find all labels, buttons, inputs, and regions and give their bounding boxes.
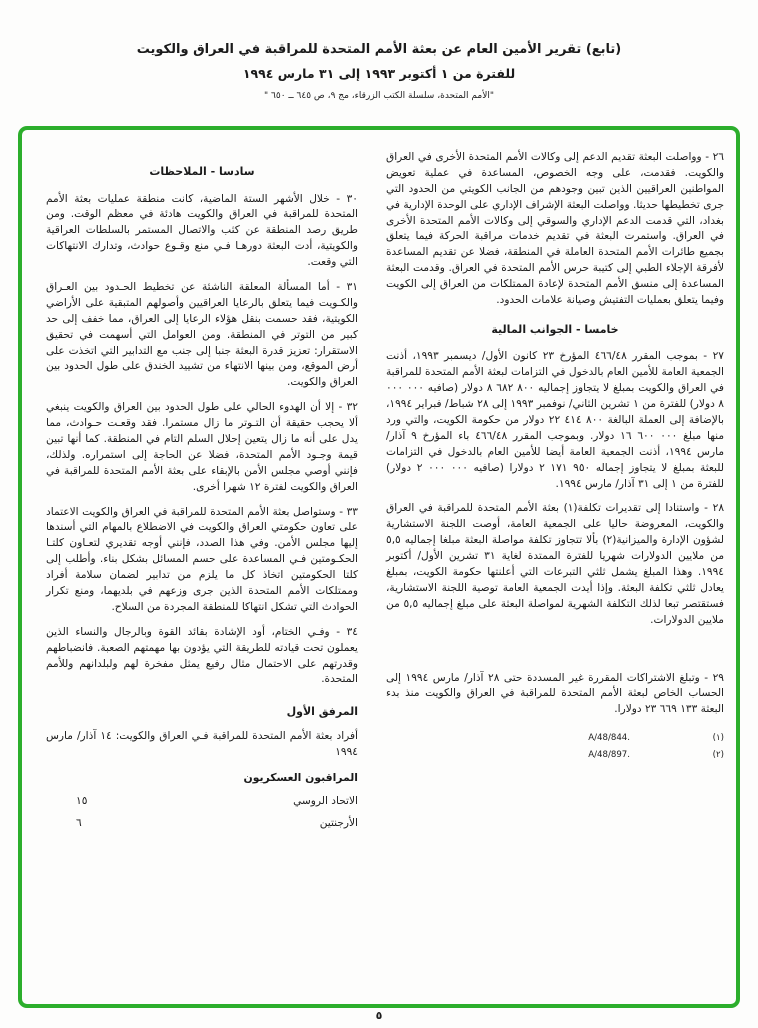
footnote-marker: (٢)	[712, 750, 724, 761]
annex-intro: أفراد بعثة الأمم المتحدة للمراقبة فـي العراق والكويت: ١٤ آذار/ مارس ١٩٩٤	[46, 729, 358, 758]
observer-row	[46, 794, 358, 810]
footnote-text: A/48/844.	[588, 733, 630, 744]
observer-country: الأرجنتين	[319, 816, 358, 829]
paragraph-31: ٣١ - أما المسألة المعلقة الناشئة عن تخطيط الحـدود بين العـراق والكـويت فيما يتعلق بالرعايا العراقيين وأصولهم المتبقية على الأراضي الكويتية، فقد حسمت بنقل هؤلاء الرعايا إلى العراق، مما خفف إلى حد كبير من التوتر في المنطقة. ومن العوامل التي أسهمت في تحقيق الاستقرار: تعزيز قدرة البعثة جنبا إلى جنب مع التدابير التي اتخذت على أرض الموقع، ومن بينها الانتهاء من تشييد الخندق على طول الحدود بين العراق والكويت.	[46, 280, 358, 389]
observer-count: ٦	[76, 816, 82, 829]
paragraph-27: ٢٧ - بموجب المقرر ٤٦٦/٤٨ المؤرخ ٢٣ كانون الأول/ ديسمبر ١٩٩٣، أذنت الجمعية العامة للأمين العام بالدخول في التزامات لبعثة الأمم المتحدة للمراقبة في العراق والكويت بمبلغ لا يتجاوز إجماليه ٨٠٠ ٦٨٢ ٨ دولار (صافيه ٠٠٠ ٠٠٠ ٨ دولار) للفترة من ١ تشرين الثاني/ نوفمبر ١٩٩٣ إلى ٢٨ شباط/ فبراير ١٩٩٤، بالإضافة إلى العملة البالغة ٨٠٠ ٤١٤ ٢٢ دولار من حكومة الكويت، والتي ورد منها مبلغ ٠٠٠ ٦٠٠ ١٦ دولار. وبموجب المقرر ٤٦٦/٤٨ باء المؤرخ ٩ آذار/ مارس ١٩٩٤، أذنت الجمعية العامة أيضا للأمين العام بالدخول في التزامات للبعثة بمبلغ لا يتجاوز إجماله ٩٥٠ ١٧١ ٢ دولارا (صافيه ٠٠٠ ٠٠٠ ٢ دولار) للفترة من ١ إلى ٣١ آذار/ مارس ١٩٩٤.	[386, 350, 725, 490]
page-number: ٥	[375, 1009, 383, 1022]
footnote-marker: (١)	[712, 733, 724, 744]
footnote-row	[386, 732, 724, 745]
paragraph-30: ٣٠ - خلال الأشهر الستة الماضية، كانت منطقة عمليات بعثة الأمم المتحدة للمراقبة في العراق والكويت هادئة في معظم الوقت. ومن طريق رصد المنطقة عن كثب والاتصال المستمر بالسلطات العراقية والكويتية، أدت البعثة دورهـا فـي منع وقـوع حوادث، وتدارك الانتهاكات التي وقعت.	[46, 192, 358, 269]
footnote-row	[386, 749, 724, 762]
source-note: "الأمم المتحدة، سلسلة الكتب الزرقاء، مج ٩، ص ٦٤٥ ــ ٦٥٠ "	[264, 91, 494, 101]
left-column	[46, 164, 358, 838]
footnote-text: A/48/897.	[588, 750, 630, 761]
document-title: (تابع) تقرير الأمين العام عن بعثة الأمم المتحدة للمراقبة في العراق والكويت	[136, 42, 622, 57]
section-heading-finance: خامسا - الجوانب المالية	[491, 322, 619, 336]
paragraph-28: ٢٨ - واستنادا إلى تقديرات تكلفة(١) بعثة الأمم المتحدة للمراقبة في العراق والكويت، المعروضة حاليا على الجمعية العامة، أوصت اللجنة الاستشارية لشؤون الإدارة والميزانية(٢) بألا تتجاوز تكلفة مواصلة البعثة مبلغا إجماليه ٥,٥ من ملايين الدولارات شهريا للفترة الممتدة لغاية ٣١ تشرين الأول/ أكتوبر ١٩٩٤. وهذا المبلغ يشمل ثلثي التبرعات التي أعلنتها حكومة الكويت، بمبلغ يعادل ثلثي تكلفة البعثة. وإذا أيدت الجمعية العامة توصية اللجنة الاستشارية، فستقتصر تبعا لذلك التكلفة الشهرية لمواصلة البعثة على مبلغ إجماليه ٥,٥ من ملايين الدولارات.	[386, 502, 725, 626]
observer-row	[46, 816, 358, 832]
observers-heading: المراقبون العسكريون	[243, 770, 358, 784]
paragraph-34: ٣٤ - وفـي الختام، أود الإشادة بقائد القوة وبالرجال والنساء الذين يعملون تحت قيادته للطريقة التي يؤدون بها مهمتهم الصعبة. فانضباطهم وقدرتهم على الاحتمال مثال رفيع يمثل مفخرة لهم ولبلدانهم وللأمم المتحدة.	[46, 625, 358, 686]
observer-country: الاتحاد الروسي	[293, 794, 358, 807]
observer-count: ١٥	[76, 794, 88, 807]
paragraph-26: ٢٦ - وواصلت البعثة تقديم الدعم إلى وكالات الأمم المتحدة الأخرى في العراق والكويت. فقدمت، على وجه الخصوص، المساعدة في عملية تعويض المواطنين العراقيين الذين تبين وجودهم من الجانب الكويتي من الحدود التي جرى تخطيطها حديثا. وواصلت البعثة الإشراف الإداري على الوحدة الإدارية في بغداد، التي قدمت الدعم الإداري والسوقي إلى وكالات الأمم المتحدة الأخرى في العراق. واستمرت البعثة في تقديم خدمات مراقبة الحركة فيما يتعلق بجميع طائرات الأمم المتحدة العاملة في المنطقة، فضلا عن تقديم المساعدة لأفرقة الإجلاء الطبي إلى كتيبة حرس الأمم المتحدة في العراق. وقدمت البعثة المساعدة إلى منسق الأمم المتحدة لإعادة الممتلكات من العراق إلى الكويت وفيما يتعلق بعمليات التفتيش وصيانة علامات الحدود.	[386, 151, 724, 307]
annex-heading: المرفق الأول	[286, 705, 358, 719]
section-heading-observations: سادسا - الملاحظات	[149, 165, 255, 178]
document-subtitle: للفترة من ١ أكتوبر ١٩٩٣ إلى ٣١ مارس ١٩٩٤	[242, 66, 516, 81]
right-column	[386, 150, 724, 766]
document-header	[0, 42, 758, 101]
paragraph-33: ٣٣ - وستواصل بعثة الأمم المتحدة للمراقبة في العراق والكويت الاعتماد على تعاون حكومتي العراق والكويت في الاضطلاع بالمهام التي أسندها إليها مجلس الأمن. وفي هذا الصدد، فإنني أوجه تقديري لتعـاون كلتـا الحكـومتين فـي المساعدة على حسم المسائل بشكل بناء. وأطلب إلى كلتا الحكومتين اتخاذ كل ما يلزم من تدابير لضمان سلامة أفراد وممتلكات الأمم المتحدة الذين جرى وزعهم في بلديهما، ومنع تكرار الحوادث التي تشكل انتهاكا للمنطقة المجردة من السلاح.	[46, 505, 358, 613]
paragraph-29: ٢٩ - وتبلغ الاشتراكات المقررة غير المسددة حتى ٢٨ آذار/ مارس ١٩٩٤ إلى الحساب الخاص لبعثة الأمم المتحدة للمراقبة في العراق والكويت منذ بدء البعثة ١٣٣ ٦٦٩ ٢٣ دولارا.	[386, 671, 724, 716]
paragraph-32: ٣٢ - إلا أن الهدوء الحالي على طول الحدود بين العراق والكويت ينبغي ألا يحجب حقيقة أن التـوتر ما زال مستمرا. فقد وقعـت حـوادث، مما يدل على أنه ما زال يتعين إحلال السلم التام في المنطقة. كما أنها تبين قيمة وجـود الأمم المتحدة، فضلا عن الحاجة إلى استمراره. ولذلك، فإنني أوصي مجلس الأمن بالإبقاء على بعثة الأمم المتحدة للمراقبة في العراق والكويت لفترة ١٢ شهرا أخرى.	[46, 401, 358, 493]
footnotes	[386, 732, 724, 762]
document-body	[36, 150, 724, 992]
